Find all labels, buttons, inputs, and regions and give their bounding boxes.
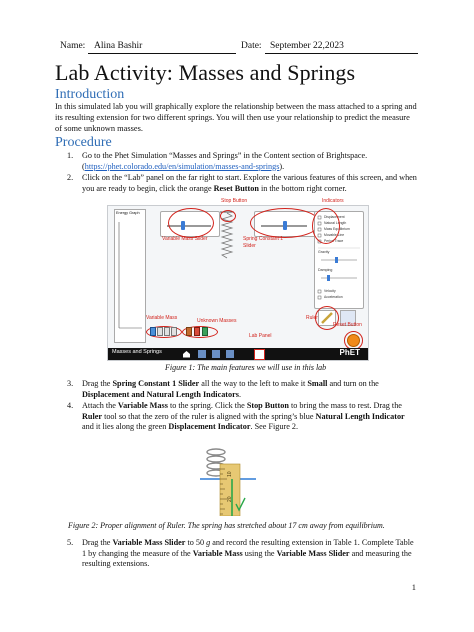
- spring-constant-slider-annotation-line1: Spring Constant 1: [243, 236, 284, 242]
- damping-label: Damping: [318, 268, 333, 272]
- ruler-tick-10: 10: [227, 471, 233, 477]
- page-title: Lab Activity: Masses and Springs: [55, 60, 356, 85]
- figure-1-caption: Figure 1: The main features we will use in this lab: [165, 363, 327, 372]
- acceleration-checkbox[interactable]: Acceleration: [324, 295, 343, 299]
- indicator-mass-equilibrium[interactable]: Mass Equilibrium: [324, 227, 350, 231]
- document-page: Name: Alina Bashir Date: September 22,2023 Lab Activity: Masses and Springs Introduction In this simulated lab you will graphically explore the relationship between the mass attached to a spring and its resulting extension for two different springs. You will then use your relationship to predict the measure of some unknown masses. Procedure 1. Go to the Phet Simulation “Masses and Springs” in the Content section of Brightspace. (https://phet.colorado.edu/en/simulation/masses-and-springs). 2. Click on the “Lab” panel on the far right to start. Explore the various features of this screen, and when you are ready to begin, click the orange Reset Button in the bottom right corner. Stop Button Indicators Energy Graph Displacement Natural Length Mass Equilibrium Movable Line Period Trace Gravity Damping Velocity Acceleration Masses and Springs PhET Variable Mass Slider Spring Constant 1 Slider Variable Mass Unknown Masses Lab Panel Ruler Reset Button Figure 1: The main features we will use in this lab 3. Drag the Spring Constant 1 Slider all the way to the left to make it Small and turn on the Displacement and Natural Length Indicators. 4. Attach the Variable Mass to the spring. Click the Stop Button to bring the mass to rest. Drag the Ruler tool so that the zero of the ruler is aligned with the spring’s blue Natural Length Indicator and it lies along the green Displacement Indicator. See Figure 2. 10 20 Figure 2: Proper alignment of Ruler. The spring has stretched about 17 cm away from equilibrium. 5. Drag the Variable Mass Slider to 50 g and record the resulting extension in Table 1. Complete Table 1 by changing the measure of the Variable Mass using the Variable Mass Slider and measuring the resulting extensions. 1: [55, 41, 417, 592]
- ruler-alignment-graphic: [194, 444, 266, 516]
- date-underline: [265, 53, 418, 54]
- page-number: 1: [411, 582, 416, 592]
- unknown-mass-1[interactable]: [186, 327, 192, 336]
- date-value: September 22,2023: [270, 41, 344, 51]
- home-icon[interactable]: [182, 350, 191, 358]
- velocity-checkbox[interactable]: Velocity: [324, 289, 336, 293]
- gravity-label: Gravity: [318, 250, 330, 254]
- energy-screen-tab[interactable]: [226, 350, 234, 358]
- stop-button[interactable]: [220, 210, 236, 222]
- variable-mass-annotation: Variable Mass: [146, 315, 178, 321]
- introduction-heading: Introduction: [55, 87, 125, 102]
- procedure-heading: Procedure: [55, 135, 112, 150]
- mass-250[interactable]: [171, 327, 177, 336]
- ruler-annotation: Ruler: [306, 315, 318, 321]
- phet-logo: PhET: [339, 348, 360, 357]
- vectors-screen-tab[interactable]: [212, 350, 220, 358]
- reset-button-annotation: Reset Button: [333, 322, 362, 328]
- figure-2-image: [194, 444, 266, 516]
- sim-nav-bar: [108, 348, 368, 360]
- indicators-annotation: Indicators: [322, 198, 344, 204]
- mass-100[interactable]: [164, 327, 170, 336]
- name-underline: [88, 53, 236, 54]
- introduction-text: In this simulated lab you will graphically explore the relationship between the mass attached to a spring and its resulting extension for two different springs. You will then use your relationship to predict the measure of some unknown masses.: [55, 102, 417, 133]
- simulation-link[interactable]: https://phet.colorado.edu/en/simulation/masses-and-springs: [84, 161, 280, 171]
- lab-panel-tab[interactable]: [254, 349, 265, 360]
- variable-mass[interactable]: [150, 327, 156, 336]
- variable-mass-slider-annotation: Variable Mass Slider: [162, 236, 208, 242]
- energy-graph-icon: [115, 218, 145, 336]
- indicator-period-trace[interactable]: Period Trace: [324, 239, 344, 243]
- ruler-tick-20: 20: [227, 496, 233, 502]
- intro-screen-tab[interactable]: [198, 350, 206, 358]
- date-label: Date:: [241, 41, 262, 51]
- stop-button-annotation: Stop Button: [221, 198, 248, 204]
- energy-graph-panel: Energy Graph: [114, 209, 146, 343]
- mass-50[interactable]: [157, 327, 163, 336]
- sim-app-title: Masses and Springs: [112, 349, 162, 355]
- indicator-movable-line[interactable]: Movable Line: [324, 233, 345, 237]
- indicator-displacement[interactable]: Displacement: [324, 215, 345, 219]
- unknown-masses-annotation: Unknown Masses: [197, 318, 237, 324]
- indicator-natural-length[interactable]: Natural Length: [324, 221, 347, 225]
- name-label: Name:: [60, 41, 86, 51]
- spring-constant-slider-annotation-line2: Slider: [243, 243, 256, 249]
- figure-1-simulation: [107, 205, 369, 361]
- name-value: Alina Bashir: [94, 41, 143, 51]
- lab-panel-annotation: Lab Panel: [249, 333, 272, 339]
- unknown-mass-3[interactable]: [202, 327, 208, 336]
- unknown-mass-2[interactable]: [194, 327, 200, 336]
- figure-2-caption: Figure 2: Proper alignment of Ruler. The spring has stretched about 17 cm away from equilibrium.: [68, 521, 385, 530]
